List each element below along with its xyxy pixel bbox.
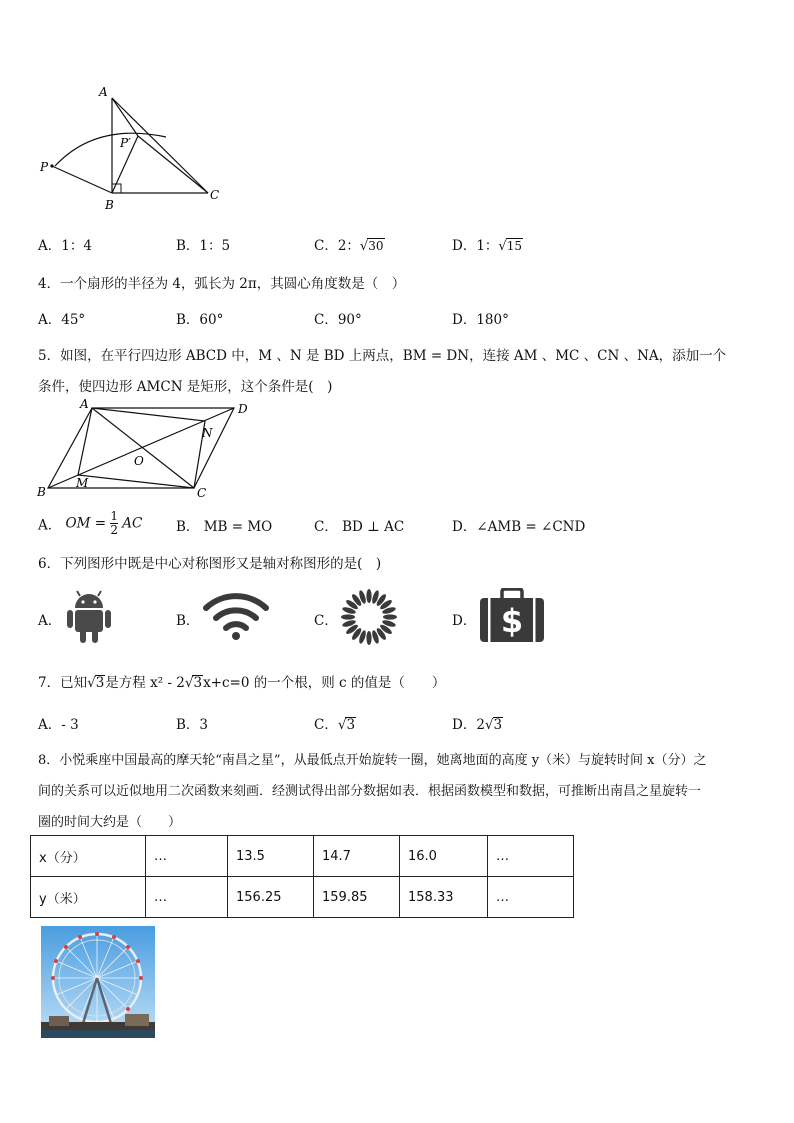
q4-stem: 4．一个扇形的半径为 4，弧长为 2π，其圆心角度数是（ ）: [38, 276, 406, 292]
q5-option-a-fraction: $\frac{1}{2}$: [110, 509, 118, 537]
q5-option-b: B． MB = MO: [176, 519, 273, 535]
q3-option-b: B．1：5: [176, 238, 231, 254]
segment-PpC: [138, 136, 208, 193]
right-angle-mark: [112, 184, 121, 193]
table-cell: 158.33: [400, 877, 488, 918]
q5-option-a-math: OM =: [65, 515, 107, 532]
q7-option-d-label: D．2: [452, 717, 485, 733]
q7-option-d: D．2√3: [452, 717, 503, 733]
q7-stem-post: x+c=0 的一个根，则 c 的值是（ ）: [203, 675, 446, 691]
ferris-wheel-photo: [41, 926, 155, 1038]
q3-option-d-radicand: 15: [506, 239, 522, 253]
table-row: [31, 877, 574, 918]
table-cell: …: [146, 877, 228, 918]
q3-option-c-label: C．2：: [314, 238, 360, 254]
q7-radicand-1: 3: [95, 675, 105, 691]
q3-option-a: A．1：4: [38, 238, 92, 254]
q7-option-c: C．√3: [314, 717, 356, 733]
label-P: P: [40, 160, 49, 174]
q5-option-d: D．∠AMB = ∠CND: [452, 519, 586, 535]
q8-stem-line2: 间的关系可以近似地用二次函数来刻画．经测试得出部分数据如表．根据函数模型和数据，可推断出南昌之星旋转一: [38, 784, 702, 799]
q4-option-b: B．60°: [176, 312, 224, 328]
label-D: D: [238, 402, 248, 416]
table-cell: 14.7: [314, 836, 400, 877]
q6-stem: 6．下列图形中既是中心对称图形又是轴对称图形的是( ): [38, 556, 382, 572]
label-O: O: [134, 454, 144, 468]
q7-option-d-radicand: 3: [493, 717, 503, 733]
q3-option-c: C．2：√30: [314, 238, 384, 254]
label-C: C: [197, 486, 207, 500]
diagonal-AC: [92, 408, 194, 488]
q5-stem-line1: 5．如图，在平行四边形 ABCD 中，M 、N 是 BD 上两点，BM = DN，连接 AM 、MC 、CN 、NA，添加一个: [38, 348, 727, 364]
q8-stem-line1: 8．小悦乘座中国最高的摩天轮“南昌之星”，从最低点开始旋转一圈，她离地面的高度 y（米）与旋转时间 x（分）之: [38, 753, 707, 768]
q8-stem-line3: 圈的时间大约是（ ）: [38, 815, 182, 830]
q6-option-c: C．: [314, 613, 338, 629]
label-N: N: [202, 426, 213, 440]
q5-option-c: C． BD ⊥ AC: [314, 519, 405, 535]
q3-option-d: D．1：√15: [452, 238, 522, 254]
q5-stem-line2: 条件，使四边形 AMCN 是矩形，这个条件是( ): [38, 379, 333, 395]
q3-option-c-radicand: 30: [368, 239, 384, 253]
table-cell: …: [488, 836, 574, 877]
q7-stem: 7．已知√3是方程 x² - 2√3x+c=0 的一个根，则 c 的值是（ ）: [38, 675, 446, 691]
wifi-icon: [202, 590, 270, 640]
money-bag-icon: [478, 588, 548, 644]
label-B: B: [105, 198, 114, 212]
table-cell: y（米）: [31, 877, 146, 918]
q7-stem-pre: 7．已知: [38, 675, 88, 691]
q4-option-d: D．180°: [452, 312, 509, 328]
label-M: M: [76, 476, 89, 490]
table-cell: …: [146, 836, 228, 877]
q5-option-a-math-post: AC: [122, 515, 143, 532]
q6-option-d: D．: [452, 613, 477, 629]
sunburst-icon: [336, 588, 402, 646]
q5-option-a-label: A．: [38, 517, 62, 534]
q7-option-b: B．3: [176, 717, 209, 733]
table-cell: 16.0: [400, 836, 488, 877]
q4-option-a: A．45°: [38, 312, 86, 328]
android-icon: [66, 588, 112, 644]
table-cell: 13.5: [228, 836, 314, 877]
label-C: C: [210, 188, 220, 202]
q4-option-c: C．90°: [314, 312, 362, 328]
q7-radicand-2: 3: [193, 675, 203, 691]
table-cell: 156.25: [228, 877, 314, 918]
label-B: B: [37, 485, 46, 499]
segment-APp: [112, 98, 138, 136]
q8-data-table: [30, 835, 574, 918]
label-Pp: P′: [120, 136, 131, 150]
label-A: A: [99, 85, 108, 99]
q7-option-c-radicand: 3: [346, 717, 356, 733]
q5-figure: [34, 396, 264, 502]
q7-option-c-label: C．: [314, 717, 338, 733]
segment-PB: [52, 166, 112, 193]
label-A: A: [80, 397, 89, 411]
q6-option-a: A．: [38, 613, 62, 629]
table-row: [31, 836, 574, 877]
table-cell: 159.85: [314, 877, 400, 918]
dollar-sign: $: [500, 602, 524, 640]
table-cell: …: [488, 877, 574, 918]
q5-option-a: [38, 510, 142, 542]
q7-stem-mid: 是方程 x² - 2: [105, 675, 185, 691]
q6-option-b: B．: [176, 613, 200, 629]
sector-arc: [55, 133, 166, 166]
q3-figure: [36, 82, 226, 212]
q7-option-a: A．- 3: [38, 717, 79, 733]
table-cell: x（分）: [31, 836, 146, 877]
q3-option-d-label: D．1：: [452, 238, 499, 254]
